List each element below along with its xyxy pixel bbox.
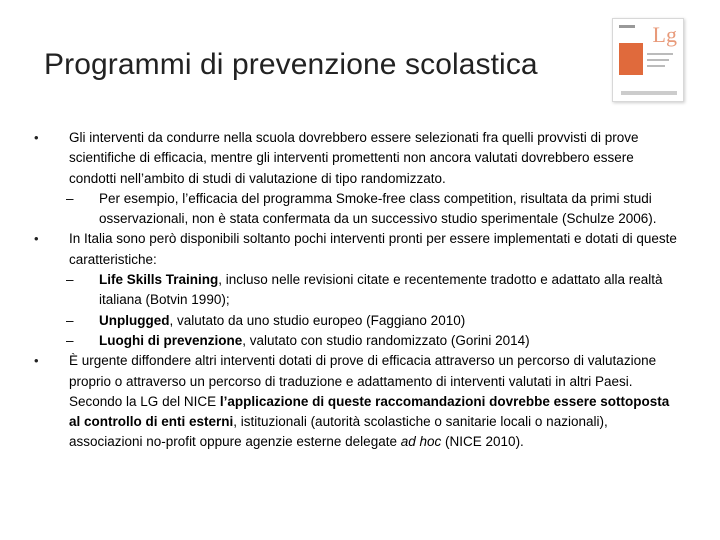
bullet-2-sub-2 — [66, 311, 684, 331]
bullet-2-text: In Italia sono però disponibili soltanto pochi interventi pronti per essere implementati e dotati di queste caratteristiche: — [69, 231, 677, 267]
bullet-3 — [34, 351, 684, 452]
program-name: Unplugged — [99, 312, 170, 328]
bullet-2-sub-3-text: , valutato con studio randomizzato (Gorini 2014) — [242, 332, 530, 348]
cover-line — [647, 59, 669, 61]
cover-footer — [621, 91, 677, 95]
bullet-1-sub-1 — [66, 189, 684, 230]
bullet-3-text-a: È urgente diffondere altri interventi dotati di prove di efficacia attraverso un percorso di valutazione proprio o attraverso un percorso di traduzione e adattamento di interventi valutati in altri Paesi. Secondo la LG del NICE — [69, 353, 657, 409]
cover-logo: Lg — [652, 22, 677, 47]
bullet-3-text-c: (NICE 2010). — [441, 434, 524, 450]
slide-title: Programmi di prevenzione scolastica — [44, 48, 538, 81]
bullet-2 — [34, 229, 684, 270]
cover-line — [647, 53, 673, 55]
bullet-1-text: Gli interventi da condurre nella scuola dovrebbero essere selezionati fra quelli provvisti di prove scientifiche di efficacia, mentre gli interventi promettenti non ancora valutati dovrebbero essere condotti nell’ambito di studi di valutazione di tipo randomizzato. — [69, 130, 639, 186]
bullet-1 — [34, 128, 684, 189]
guideline-cover-thumbnail — [612, 18, 684, 102]
bullet-3-text-b: , istituzionali (autorità scolastiche o sanitarie locali o nazionali), associazioni no-profit oppure agenzie esterne delegate — [69, 414, 608, 450]
program-name: Life Skills Training — [99, 272, 219, 288]
bullet-3-italic: ad hoc — [400, 434, 442, 450]
cover-header-mark — [619, 25, 635, 28]
dash: – — [66, 332, 74, 348]
dash: – — [66, 190, 74, 206]
bullet-3-bold: l’applicazione di queste raccomandazioni dovrebbe essere sottoposta al controllo di enti esterni — [69, 393, 670, 430]
cover-orange-block — [619, 43, 643, 75]
program-name: Luoghi di prevenzione — [99, 332, 243, 348]
dash: – — [66, 312, 74, 328]
bullet-1-sub-1-text: Per esempio, l’efficacia del programma Smoke-free class competition, risultata da primi studi osservazionali, non è stata confermata da un successivo studio sperimentale (Schulze 2006). — [99, 190, 657, 227]
bullet-2-sub-3 — [66, 331, 684, 351]
cover-line — [647, 65, 665, 67]
bullet-2-sub-1-text: , incluso nelle revisioni citate e recentemente tradotto e adattato alla realtà italiana (Botvin 1990); — [99, 272, 663, 308]
slide-body — [34, 128, 684, 453]
bullet-2-sub-2-text: , valutato da uno studio europeo (Faggiano 2010) — [169, 312, 466, 328]
bullet-2-sub-1 — [66, 270, 684, 311]
dash: – — [66, 272, 74, 288]
